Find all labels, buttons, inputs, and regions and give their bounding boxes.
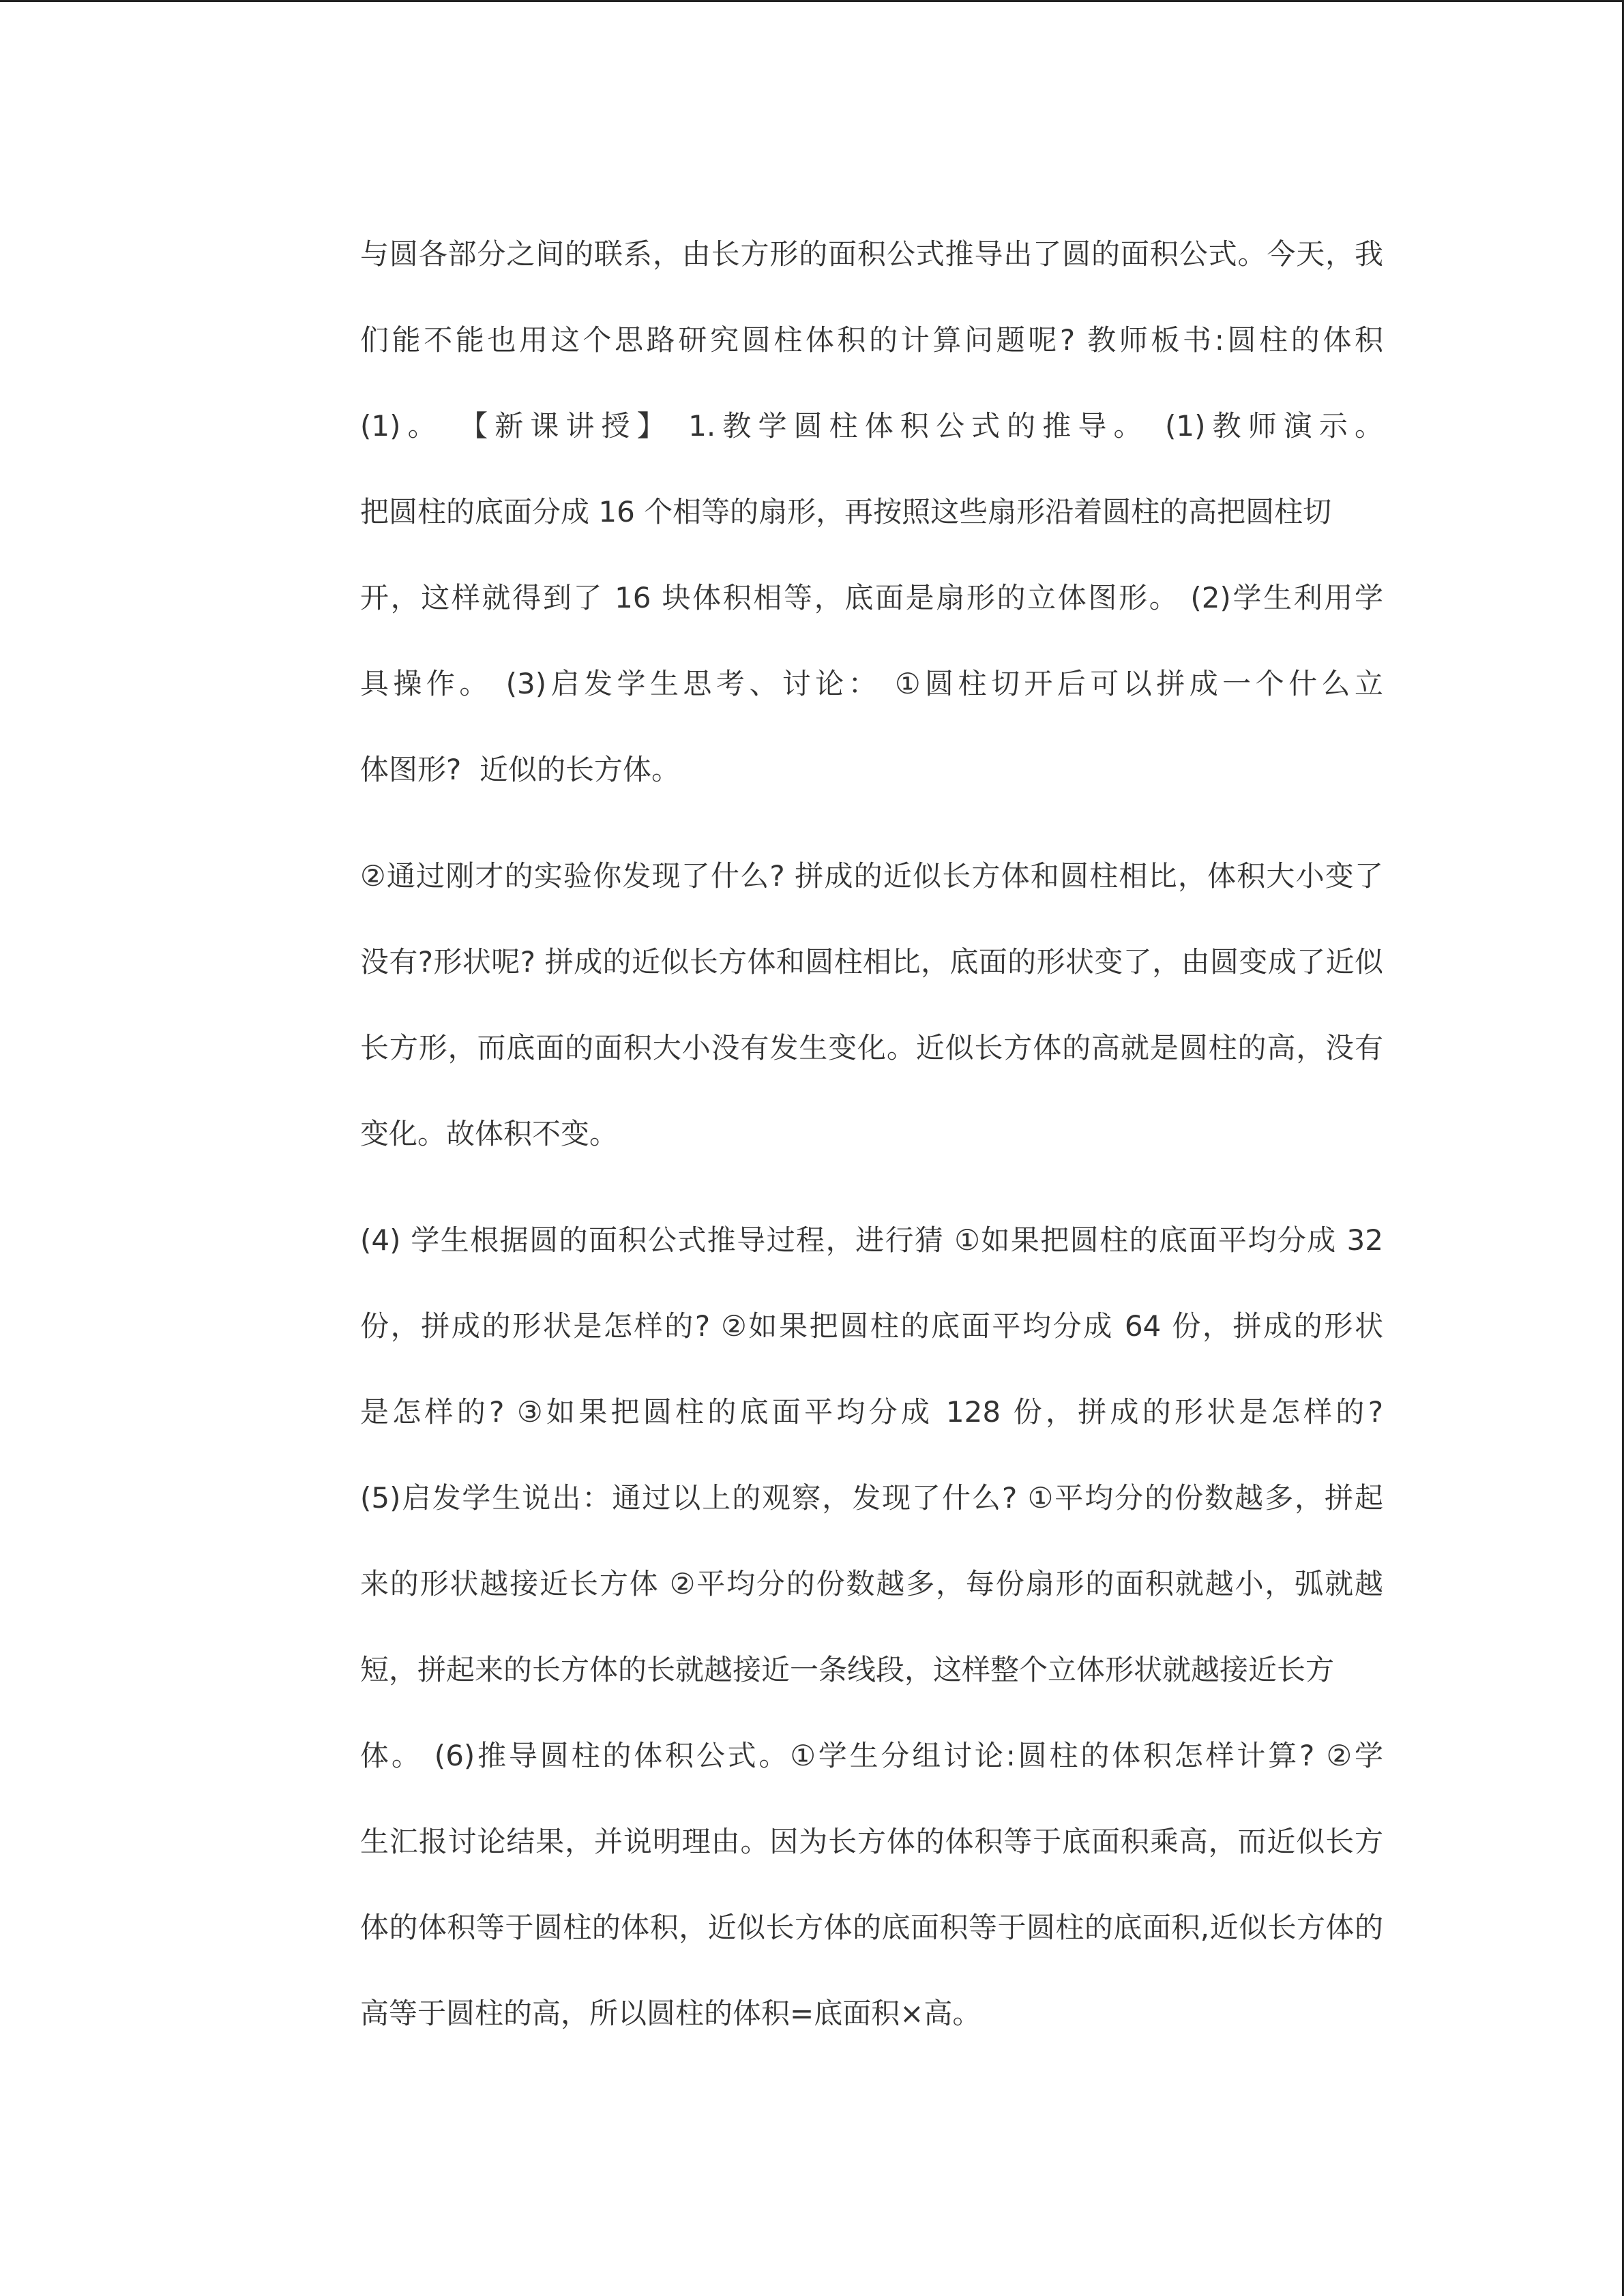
text-line: 来的形状越接近长方体 ②平均分的份数越多，每份扇形的面积就越小，弧就越	[360, 1567, 1383, 1600]
text-line: 体图形? 近似的长方体。	[360, 753, 680, 786]
text-line: 把圆柱的底面分成 16 个相等的扇形，再按照这些扇形沿着圆柱的高把圆柱切	[360, 495, 1332, 528]
text-line: (4) 学生根据圆的面积公式推导过程，进行猜 ①如果把圆柱的底面平均分成 32	[360, 1223, 1383, 1257]
text-line: 具操作。 (3)启发学生思考、讨论： ①圆柱切开后可以拼成一个什么立	[360, 667, 1383, 700]
text-line: 是怎样的? ③如果把圆柱的底面平均分成 128 份，拼成的形状是怎样的?	[360, 1395, 1383, 1429]
text-line: 短，拼起来的长方体的长就越接近一条线段，这样整个立体形状就越接近长方	[360, 1653, 1335, 1686]
text-line: 份，拼成的形状是怎样的? ②如果把圆柱的底面平均分成 64 份，拼成的形状	[360, 1309, 1383, 1343]
text-line: 体。 (6)推导圆柱的体积公式。①学生分组讨论:圆柱的体积怎样计算? ②学	[360, 1739, 1383, 1772]
text-line: 生汇报讨论结果，并说明理由。因为长方体的体积等于底面积乘高，而近似长方	[360, 1825, 1383, 1858]
text-line: 体的体积等于圆柱的体积，近似长方体的底面积等于圆柱的底面积,近似长方体的	[360, 1911, 1383, 1944]
paragraph-gap	[360, 1177, 1383, 1197]
paragraph-2	[360, 833, 1383, 1177]
text-line: 变化。故体积不变。	[360, 1117, 619, 1150]
text-line: 与圆各部分之间的联系，由长方形的面积公式推导出了圆的面积公式。今天，我	[360, 237, 1383, 271]
text-line: 开，这样就得到了 16 块体积相等，底面是扇形的立体图形。 (2)学生利用学	[360, 581, 1383, 614]
text-line: (1)。 【新课讲授】 1.教学圆柱体积公式的推导。 (1)教师演示。	[360, 409, 1383, 443]
paragraph-gap	[360, 813, 1383, 833]
text-line: (5)启发学生说出：通过以上的观察，发现了什么? ①平均分的份数越多，拼起	[360, 1481, 1383, 1515]
text-line: 高等于圆柱的高，所以圆柱的体积=底面积×高。	[360, 1997, 981, 2030]
text-line: 们能不能也用这个思路研究圆柱体积的计算问题呢? 教师板书:圆柱的体积	[360, 323, 1383, 357]
text-line: ②通过刚才的实验你发现了什么? 拼成的近似长方体和圆柱相比，体积大小变了	[360, 859, 1383, 893]
text-line: 没有?形状呢? 拼成的近似长方体和圆柱相比，底面的形状变了，由圆变成了近似	[360, 945, 1383, 979]
document-body	[360, 211, 1383, 2057]
page-top-border	[0, 0, 1624, 2]
paragraph-3	[360, 1197, 1383, 2057]
text-line: 长方形，而底面的面积大小没有发生变化。近似长方体的高就是圆柱的高，没有	[360, 1031, 1383, 1064]
paragraph-1	[360, 211, 1383, 813]
